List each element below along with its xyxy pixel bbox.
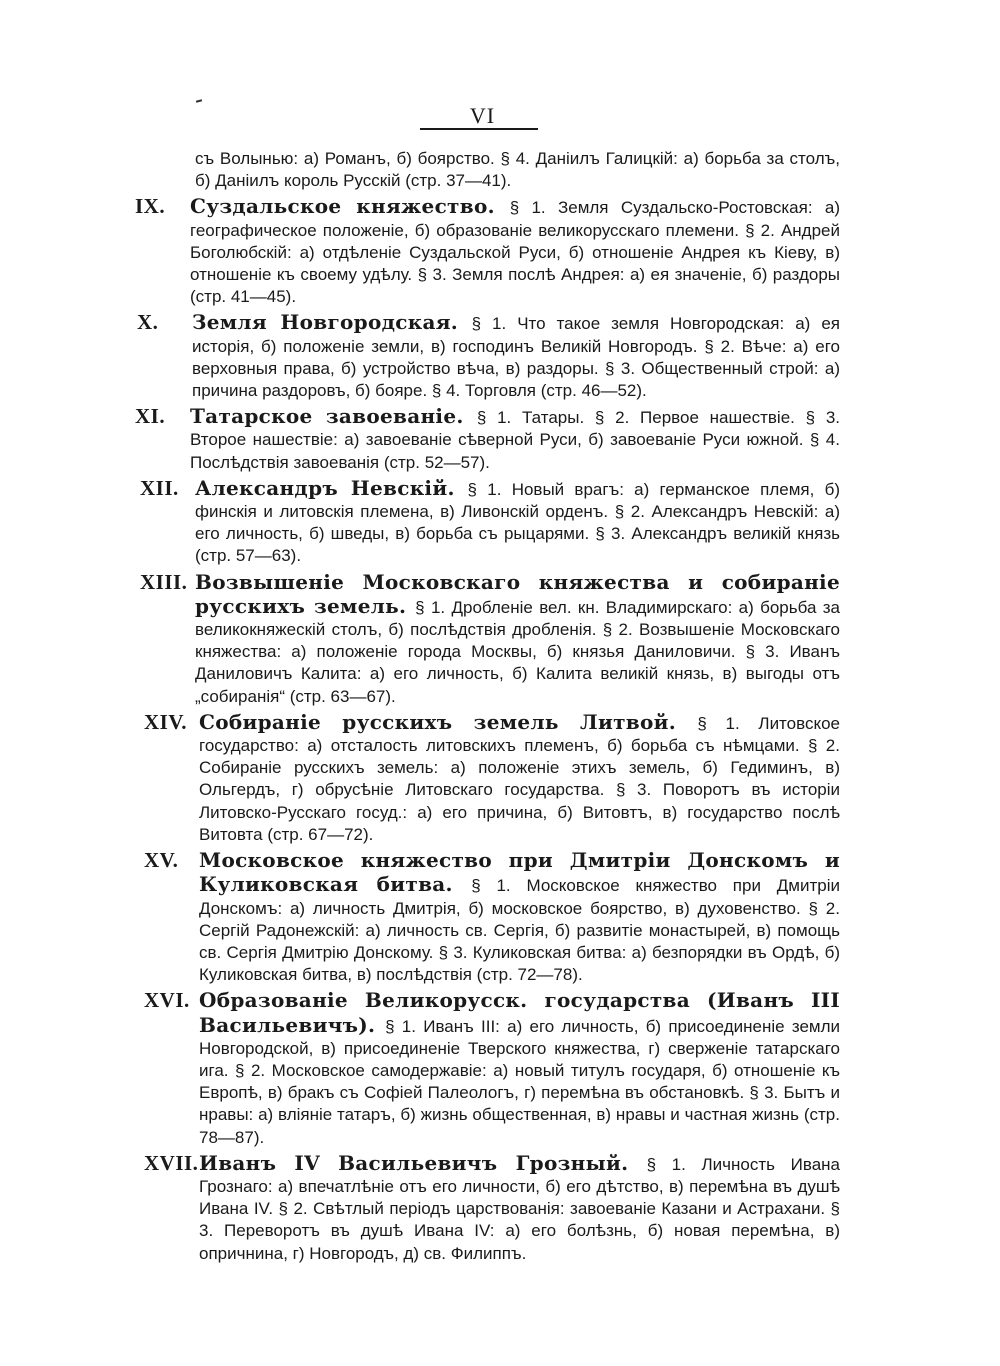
chapter-summary: § 1. Что такое земля Новгородская: а) ея исторія, б) положеніе земли, в) господинъ Великій Новгородъ. § 2. Вѣче: а) его верховныя права, б) устройство вѣча, в) раздоры. § 3. Общественный строй: а) причина раздоровъ, б) бояре. § 4. Торговля (стр. 46—52). bbox=[192, 314, 840, 401]
chapter-number: XIV. bbox=[144, 709, 188, 734]
chapter-number: IX. bbox=[135, 194, 166, 219]
chapter-title: Возвышеніе Московскаго княжества и собираніе русскихъ земель. bbox=[195, 569, 840, 618]
chapter-title: Иванъ IV Васильевичъ Грозный. bbox=[199, 1150, 647, 1175]
toc-entry-xv bbox=[144, 849, 840, 986]
chapter-summary: § 1. Дробленіе вел. кн. Владимирскаго: а) борьба за великокняжескій столъ, б) послѣдствія дробленія. § 2. Возвышеніе Московскаго княжества: а) положеніе города Москвы, б) князья Даниловичи. § 3. Иванъ Даниловичъ Калита: а) его личность, б) Калита великій князь, в) выгоды отъ „собиранія“ (стр. 63—67). bbox=[195, 597, 841, 706]
chapter-title: Александръ Невскій. bbox=[195, 475, 468, 500]
toc-entry-xvi bbox=[144, 989, 840, 1148]
chapter-summary: § 1. Литовское государство: а) отсталость литовскихъ племенъ, б) борьба съ нѣмцами. § 2. Собираніе русскихъ земель: а) положеніе этихъ земель, б) Гедиминъ, в) Ольгердъ, г) обрусѣніе Литовскаго государства. § 3. Поворотъ въ исторіи Литовско-Русскаго госуд.: а) его причина, б) Витовтъ, в) государство послѣ Витовта (стр. 67—72). bbox=[199, 713, 840, 844]
chapter-title: Земля Новгородская. bbox=[192, 310, 472, 335]
chapter-number: X. bbox=[137, 310, 159, 335]
chapter-summary: § 1. Московское княжество при Дмитріи Донскомъ: а) личность Дмитрія, б) московское боярство, в) духовенство. § 2. Сергій Радонежскій: а) личность св. Сергія, б) развитіе монастырей, в) помощь св. Сергія Дмитрію Донскому. § 3. Куликовская битва: а) безпорядки въ Ордѣ, б) Куликовская битва, в) послѣдствія (стр. 72—78). bbox=[199, 876, 840, 985]
toc-entry-ix bbox=[135, 195, 840, 308]
page-number: VI bbox=[469, 103, 496, 128]
toc-entry-xii bbox=[140, 477, 840, 568]
chapter-title: Образованіе Великорусск. государства (Иванъ III Васильевичъ). bbox=[199, 988, 840, 1037]
chapter-title: Московское княжество при Дмитріи Донскомъ и Куликовская битва. bbox=[199, 848, 840, 897]
page-number-rule bbox=[420, 128, 538, 130]
chapter-number: XV. bbox=[144, 848, 179, 873]
toc-entry-xiv bbox=[144, 711, 840, 846]
toc-entry-x bbox=[137, 311, 840, 402]
chapter-number: XVII. bbox=[144, 1150, 199, 1175]
chapter-summary: § 1. Иванъ III: а) его личность, б) присоединеніе земли Новгородской, в) присоединеніе Тверского княжества, г) сверженіе татарскаго ига. § 2. Московское самодержавіе: а) новый титулъ государя, б) отношеніе къ Европѣ, в) бракъ съ Софіей Палеологъ, г) перемѣна въ обстановкѣ. § 3. Бытъ и нравы: а) вліяніе татаръ, б) жизнь общественная, в) нравы и частная жизнь (стр. 78—87). bbox=[199, 1016, 841, 1147]
chapter-summary: § 1. Новый врагъ: а) германское племя, б) финскія и литовскія племена, в) Ливонскій орденъ. § 2. Александръ Невскій: а) его личность, б) шведы, в) борьба съ рыцарями. § 3. Александръ великій князь (стр. 57—63). bbox=[195, 479, 840, 566]
ink-mark bbox=[196, 99, 202, 102]
chapter-number: XII. bbox=[140, 475, 179, 500]
chapter-summary: § 1. Татары. § 2. Первое нашествіе. § 3. Второе нашествіе: а) завоеваніе сѣверной Руси, б) завоеваніе Руси южной. § 4. Послѣдствія завоеванія (стр. 52—57). bbox=[190, 408, 840, 472]
chapter-number: XI. bbox=[135, 404, 166, 429]
chapter-summary: § 1. Земля Суздальско-Ростовская: а) географическое положеніе, б) образованіе великорусскаго племени. § 2. Андрей Боголюбскій: а) отдѣленіе Суздальской Руси, б) отношеніе Андрея къ Кіеву, в) отношеніе къ своему удѣлу. § 3. Земля послѣ Андрея: а) ея значеніе, б) раздоры (стр. 41—45). bbox=[190, 198, 840, 307]
chapter-title: Суздальское княжество. bbox=[190, 194, 510, 219]
chapter-title: Собираніе русскихъ земель Литвой. bbox=[199, 709, 698, 734]
toc-entry-xi bbox=[135, 405, 840, 474]
table-of-contents bbox=[135, 148, 841, 1268]
toc-entry-xiii bbox=[140, 571, 840, 708]
chapter-title: Татарское завоеваніе. bbox=[190, 404, 477, 429]
chapter-number: XIII. bbox=[140, 569, 188, 594]
chapter-number: XVI. bbox=[144, 988, 190, 1013]
chapter-summary: § 1. Личность Ивана Грознаго: а) впечатлѣніе отъ его личности, б) его дѣтство, в) перемѣна въ душѣ Ивана IV. § 2. Свѣтлый періодъ царствованія: завоеваніе Казани и Астрахани. § 3. Переворотъ въ душѣ Ивана IV: а) его болѣзнь, б) новая перемѣна, в) опричнина, г) Новгородъ, д) св. Филиппъ. bbox=[199, 1154, 841, 1263]
continuation-text: съ Волынью: а) Романъ, б) боярство. § 4. Даніилъ Галицкій: а) борьба за столъ, б) Даніилъ король Русскій (стр. 37—41). bbox=[195, 149, 840, 191]
toc-entry-xvii bbox=[144, 1152, 840, 1265]
